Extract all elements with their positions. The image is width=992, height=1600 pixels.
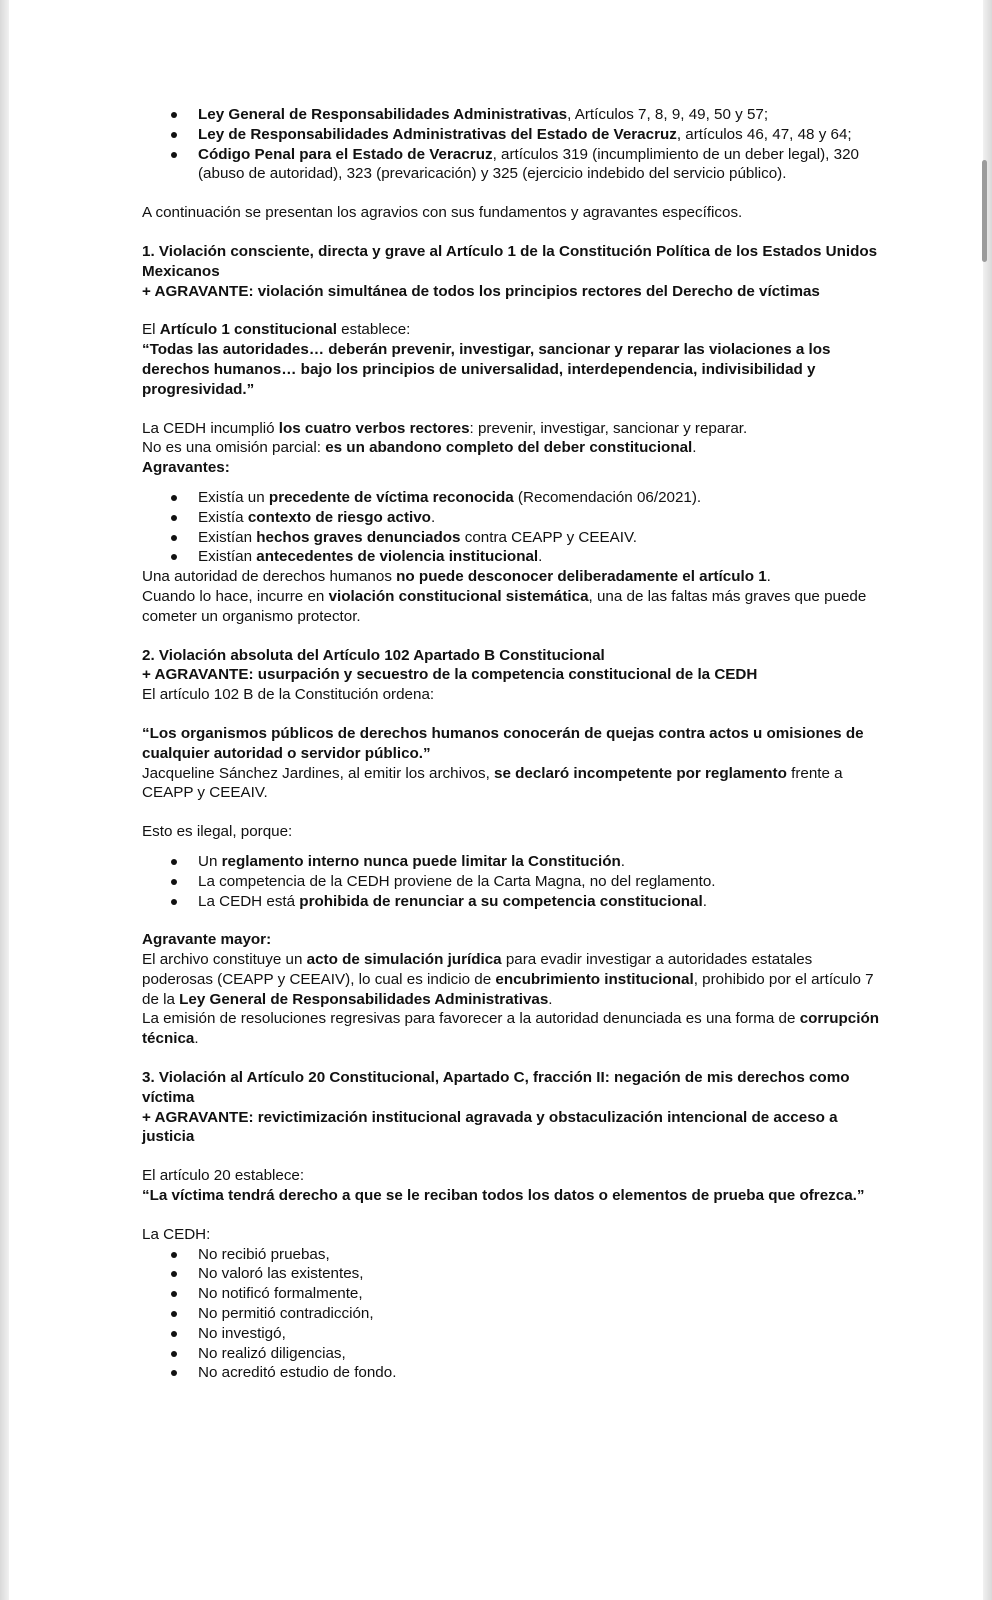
text-run: Cuando lo hace, incurre en [142,587,329,605]
text-run: para evadir investigar a autoridades estatales poderosas (CEAPP y CEEAIV), lo cual es indicio de [142,951,813,988]
text-run: (Recomendación 06/2021). [513,488,702,506]
section-3-failures-list [142,1245,882,1384]
section-2-reasons-list [142,852,882,911]
text-bold: Artículo 1 constitucional [159,321,337,339]
label-bold: Agravante mayor: [142,931,272,949]
label-bold: Agravantes: [142,459,230,477]
section-1-omission [142,438,882,458]
section-2-regressive [142,1009,882,1049]
text-run: La CEDH incumplió [142,419,279,437]
section-3-aggravant-text: + AGRAVANTE: revictimización institucional agravada y obstaculización intencional de acceso a justicia [142,1108,838,1146]
list-item [142,145,882,185]
text-run: La competencia de la CEDH proviene de la Carta Magna, no del reglamento. [198,872,716,890]
text-run: . [194,1030,199,1048]
section-2-illegal: Esto es ilegal, porque: [142,823,293,841]
section-1-noncompliance [142,419,882,439]
ref-articles: , Artículos 7, 8, 9, 49, 50 y 57; [567,106,769,123]
text-run: . [766,568,771,586]
text-bold: encubrimiento institucional [495,970,694,988]
section-2-major-text [142,950,882,1009]
text-run: contra CEAPP y CEEAIV. [460,528,637,546]
text-run: , una de las faltas más graves que puede cometer un organismo protector. [142,587,867,625]
section-1-aggravant-text: + AGRAVANTE: violación simultánea de todos los principios rectores del Derecho de víctimas [142,282,820,300]
list-item [142,528,882,548]
text-run: . [538,548,543,566]
list-item [142,547,882,567]
list-item [142,872,882,892]
text-run: Un [198,852,222,870]
text-bold: hechos graves denunciados [256,528,461,546]
section-1-establishes [142,320,882,340]
text-run: Existían [198,548,257,566]
list-item [142,852,882,872]
section-3-title-text: 3. Violación al Artículo 20 Constitucional, Apartado C, fracción II: negación de mis derechos como víctima [142,1069,850,1106]
text-bold: se declaró incompetente por reglamento [494,764,787,782]
list-item: No recibió pruebas, [142,1245,882,1265]
section-1-conclusion-2 [142,587,882,627]
section-2-aggravant [142,665,882,685]
section-2-title [142,646,882,666]
section-2-major-label [142,930,882,950]
text-bold: corrupción técnica [142,1010,880,1048]
text-run: . [702,892,707,910]
ref-articles: , artículos 46, 47, 48 y 64; [676,125,852,143]
text-bold: violación constitucional sistemática [328,587,589,605]
section-3-aggravant [142,1108,882,1148]
text-run: Jacqueline Sánchez Jardines, al emitir los archivos, [142,764,495,782]
section-1-aggravants-list [142,488,882,567]
text-run: , prohibido por el artículo 7 de la [142,970,874,1008]
viewer-left-edge [0,0,9,1600]
quote-text: “Los organismos públicos de derechos humanos conocerán de quejas contra actos u omisiones de cualquier autoridad o servidor público.” [142,724,864,762]
text-run: . [430,508,436,526]
list-item [142,125,882,145]
text-run: Existía un [198,488,269,506]
text-bold: precedente de víctima reconocida [268,488,514,506]
quote-text: “Todas las autoridades… deberán prevenir, investigar, sancionar y reparar las violaciones a los derechos humanos… bajo los principios de universalidad, interdependencia, indivisibilidad y progresividad.” [142,341,831,398]
section-1-conclusion-1 [142,567,882,587]
list-item [142,105,882,125]
section-2-quote [142,724,882,764]
text-bold: acto de simulación jurídica [306,951,502,969]
text-bold: reglamento interno nunca puede limitar la Constitución [221,852,621,870]
list-item [142,892,882,912]
section-1-aggravant [142,282,882,302]
text-bold: prohibida de renunciar a su competencia constitucional [299,892,703,910]
text-bold: los cuatro verbos rectores [278,419,470,437]
text-run: . [548,990,553,1008]
ref-articles: , artículos 319 (incumplimiento de un deber legal), 320 (abuso de autoridad), 323 (prevaricación) y 325 (ejercicio indebido del servicio público). [198,145,859,183]
list-item: No valoró las existentes, [142,1264,882,1284]
section-1-title [142,242,882,282]
text-run: La emisión de resoluciones regresivas para favorecer a la autoridad denunciada es una forma de [142,1010,800,1028]
list-item: No notificó formalmente, [142,1284,882,1304]
legal-references-list [142,105,882,184]
text-run: El [142,321,160,339]
text-run: : prevenir, investigar, sancionar y reparar. [469,419,748,437]
document-page [142,105,882,1383]
text-run: No es una omisión parcial: [142,439,326,457]
ref-law-name: Código Penal para el Estado de Veracruz [198,145,493,163]
list-item: No acreditó estudio de fondo. [142,1363,882,1383]
section-1-aggravants-label [142,458,882,478]
ref-law-name: Ley de Responsabilidades Administrativas del Estado de Veracruz [198,125,677,143]
text-run: . [620,852,626,870]
section-2-aggravant-text: + AGRAVANTE: usurpación y secuestro de la competencia constitucional de la CEDH [142,666,758,684]
text-run: Existía [198,508,248,526]
section-3-establishes: El artículo 20 establece: [142,1167,305,1185]
text-bold: es un abandono completo del deber constitucional [325,439,693,457]
text-bold: Ley General de Responsabilidades Administrativas [179,990,549,1008]
quote-text: “La víctima tendrá derecho a que se le reciban todos los datos o elementos de prueba que ofrezca.” [142,1187,865,1205]
section-2-order: El artículo 102 B de la Constitución ordena: [142,686,435,704]
text-bold: antecedentes de violencia institucional [256,548,539,566]
text-run: Existían [198,528,257,546]
section-3-cedh-label: La CEDH: [142,1225,211,1243]
ref-law-name: Ley General de Responsabilidades Administrativas [198,106,568,123]
section-3-quote [142,1186,882,1206]
section-3-title [142,1068,882,1108]
list-item: No investigó, [142,1324,882,1344]
section-2-declaration [142,764,882,804]
text-bold: contexto de riesgo activo [247,508,431,526]
text-bold: no puede desconocer deliberadamente el artículo 1 [396,568,767,586]
section-1-quote [142,340,882,399]
text-run: La CEDH está [198,892,300,910]
list-item [142,488,882,508]
text-run: Una autoridad de derechos humanos [142,568,397,586]
intro-paragraph: A continuación se presentan los agravios con sus fundamentos y agravantes específicos. [142,204,743,222]
section-1-title-text: 1. Violación consciente, directa y grave al Artículo 1 de la Constitución Política de los Estados Unidos Mexicanos [142,242,878,280]
list-item: No realizó diligencias, [142,1344,882,1364]
scrollbar-thumb[interactable] [982,160,987,262]
text-run: . [692,439,697,457]
section-2-title-text: 2. Violación absoluta del Artículo 102 Apartado B Constitucional [142,646,605,664]
text-run: El archivo constituye un [142,951,307,969]
text-run: establece: [336,321,411,339]
text-run: frente a CEAPP y CEEAIV. [142,764,843,802]
list-item [142,508,882,528]
list-item: No permitió contradicción, [142,1304,882,1324]
